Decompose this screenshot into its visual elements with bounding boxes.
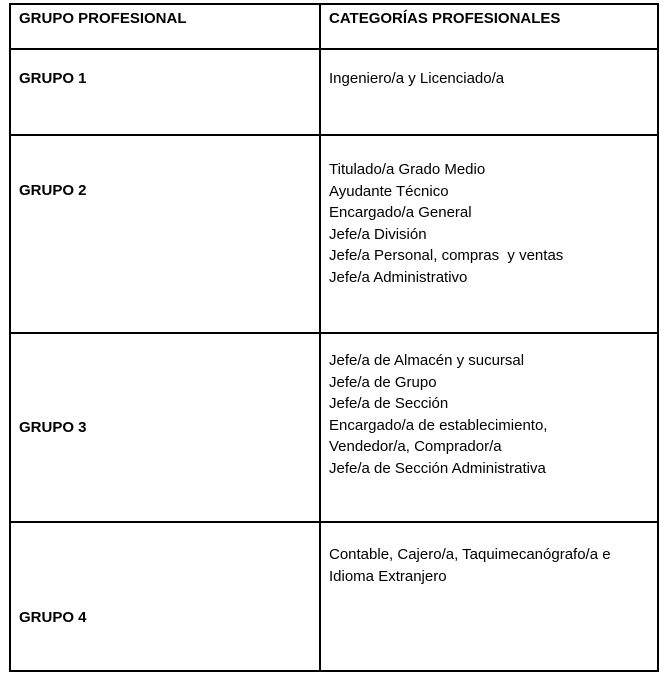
category-line: Jefe/a de Sección [329, 395, 449, 412]
category-line: Jefe/a de Almacén y sucursal [329, 352, 525, 369]
professional-groups-table [9, 3, 659, 672]
category-line: Vendedor/a, Comprador/a [329, 438, 502, 455]
category-line: Titulado/a Grado Medio [329, 161, 486, 178]
group-label-grupo-3: GRUPO 3 [11, 334, 321, 523]
category-line: Encargado/a General [329, 204, 472, 221]
column-header-categorias-profesionales: CATEGORÍAS PROFESIONALES [321, 5, 657, 50]
categories-cell-grupo-3 [321, 334, 657, 523]
categories-cell-grupo-4 [321, 523, 657, 670]
category-line: Encargado/a de establecimiento, [329, 416, 548, 434]
category-line: Ingeniero/a y Licenciado/a [329, 70, 505, 87]
category-line: Idioma Extranjero [329, 567, 447, 585]
category-line: Contable, Cajero/a, Taquimecanógrafo/a e [329, 546, 611, 563]
categories-cell-grupo-1 [321, 50, 657, 136]
category-line: Jefe/a Personal, compras y ventas [329, 247, 564, 264]
category-line: Jefe/a de Sección Administrativa [329, 459, 546, 477]
category-line: Jefe/a de Grupo [329, 373, 437, 391]
column-header-grupo-profesional: GRUPO PROFESIONAL [11, 5, 321, 50]
group-label-grupo-1: GRUPO 1 [11, 50, 321, 136]
categories-cell-grupo-2 [321, 136, 657, 334]
category-line: Jefe/a División [329, 225, 427, 243]
category-line: Ayudante Técnico [329, 182, 449, 200]
category-line: Jefe/a Administrativo [329, 268, 468, 286]
group-label-grupo-2: GRUPO 2 [11, 136, 321, 334]
group-label-grupo-4: GRUPO 4 [11, 523, 321, 670]
